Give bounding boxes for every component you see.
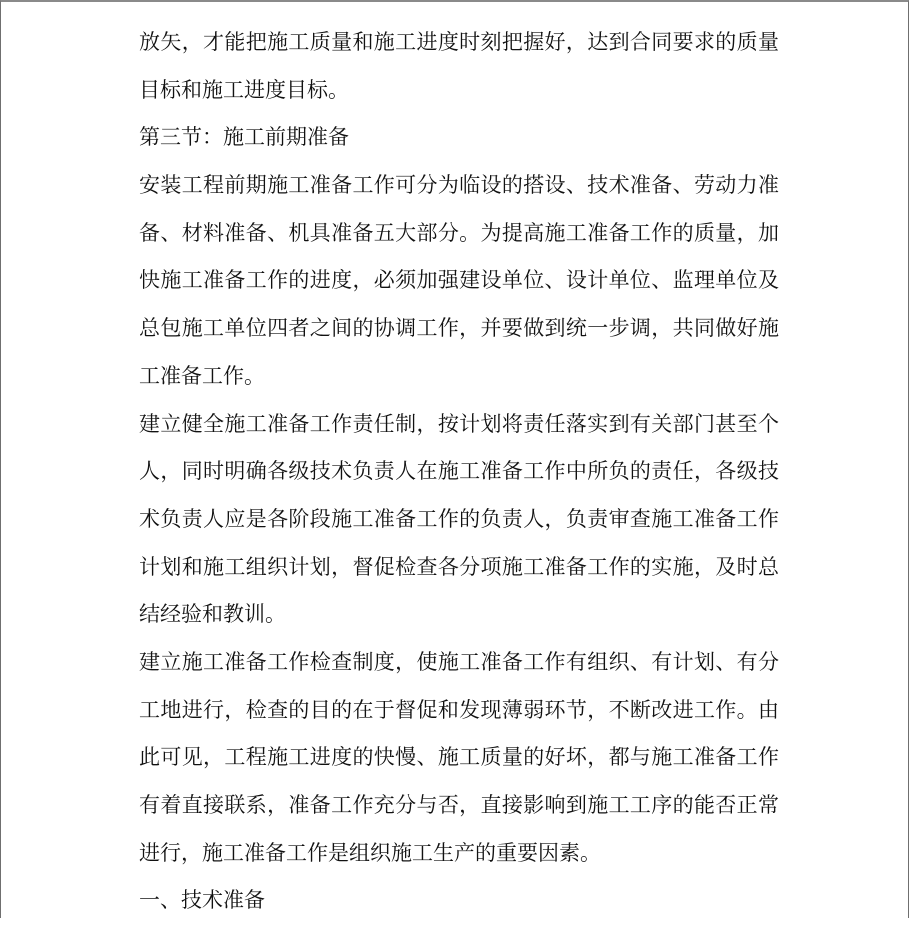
text-line-11: 术负责人应是各阶段施工准备工作的负责人，负责审查施工准备工作 bbox=[139, 506, 779, 531]
section-heading: 第三节：施工前期准备 bbox=[139, 125, 349, 150]
text-line-4: 安装工程前期施工准备工作可分为临设的搭设、技术准备、劳动力准 bbox=[139, 173, 779, 198]
text-line-9: 建立健全施工准备工作责任制，按计划将责任落实到有关部门甚至个 bbox=[139, 411, 779, 436]
text-line-15: 工地进行，检查的目的在于督促和发现薄弱环节，不断改进工作。由 bbox=[139, 697, 779, 722]
text-line-1: 放矢，才能把施工质量和施工进度时刻把握好，达到合同要求的质量 bbox=[139, 30, 779, 54]
text-line-7: 总包施工单位四者之间的协调工作，并要做到统一步调，共同做好施 bbox=[139, 316, 779, 341]
text-line-18: 进行，施工准备工作是组织施工生产的重要因素。 bbox=[139, 840, 601, 865]
text-line-16: 此可见，工程施工进度的快慢、施工质量的好坏，都与施工准备工作 bbox=[139, 745, 779, 770]
text-line-6: 快施工准备工作的进度，必须加强建设单位、设计单位、监理单位及 bbox=[139, 268, 779, 293]
document-body bbox=[139, 19, 779, 925]
text-line-17: 有着直接联系，准备工作充分与否，直接影响到施工工序的能否正常 bbox=[139, 793, 779, 817]
text-line-5: 备、材料准备、机具准备五大部分。为提高施工准备工作的质量，加 bbox=[139, 220, 779, 245]
text-line-14: 建立施工准备工作检查制度，使施工准备工作有组织、有计划、有分 bbox=[139, 649, 779, 674]
text-line-2: 目标和施工进度目标。 bbox=[139, 77, 349, 102]
text-line-8: 工准备工作。 bbox=[139, 363, 265, 388]
text-line-13: 结经验和教训。 bbox=[139, 602, 286, 627]
text-line-10: 人，同时明确各级技术负责人在施工准备工作中所负的责任，各级技 bbox=[139, 459, 779, 484]
text-line-12: 计划和施工组织计划，督促检查各分项施工准备工作的实施，及时总 bbox=[139, 554, 779, 579]
subsection-heading: 一、技术准备 bbox=[139, 888, 265, 913]
